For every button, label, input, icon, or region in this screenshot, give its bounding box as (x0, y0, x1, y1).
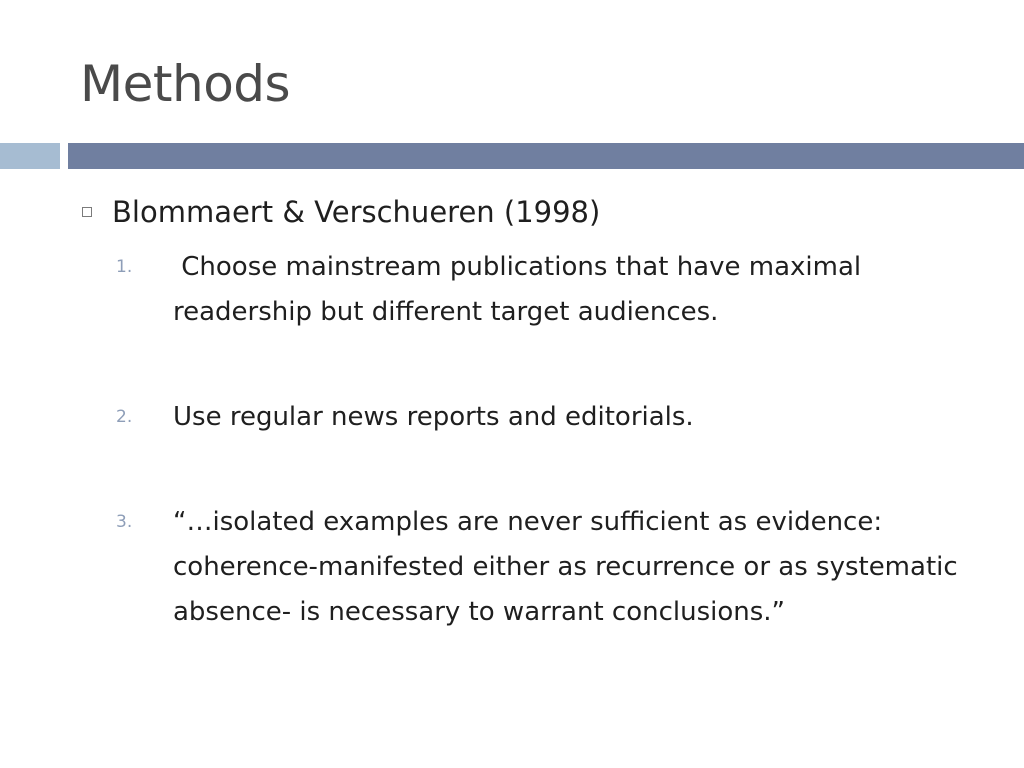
item-text: Use regular news reports and editorials. (173, 402, 694, 432)
hollow-square-bullet-icon (82, 207, 92, 217)
bullet-text: Blommaert & Verschueren (1998) (112, 195, 601, 229)
item-number: 3. (116, 512, 133, 532)
item-number: 2. (116, 407, 133, 427)
title-band (68, 143, 1024, 169)
item-number: 1. (116, 257, 133, 277)
title-band-accent (0, 143, 60, 169)
bullet-item (82, 192, 600, 232)
item-text: “…isolated examples are never sufficient as evidence: coherence-manifested either as recurrence or as systematic absence- is necessary to warrant conclusions.” (173, 507, 958, 627)
item-text: Choose mainstream publications that have maximal readership but different target audiences. (173, 252, 870, 327)
slide-title: Methods (80, 55, 291, 113)
